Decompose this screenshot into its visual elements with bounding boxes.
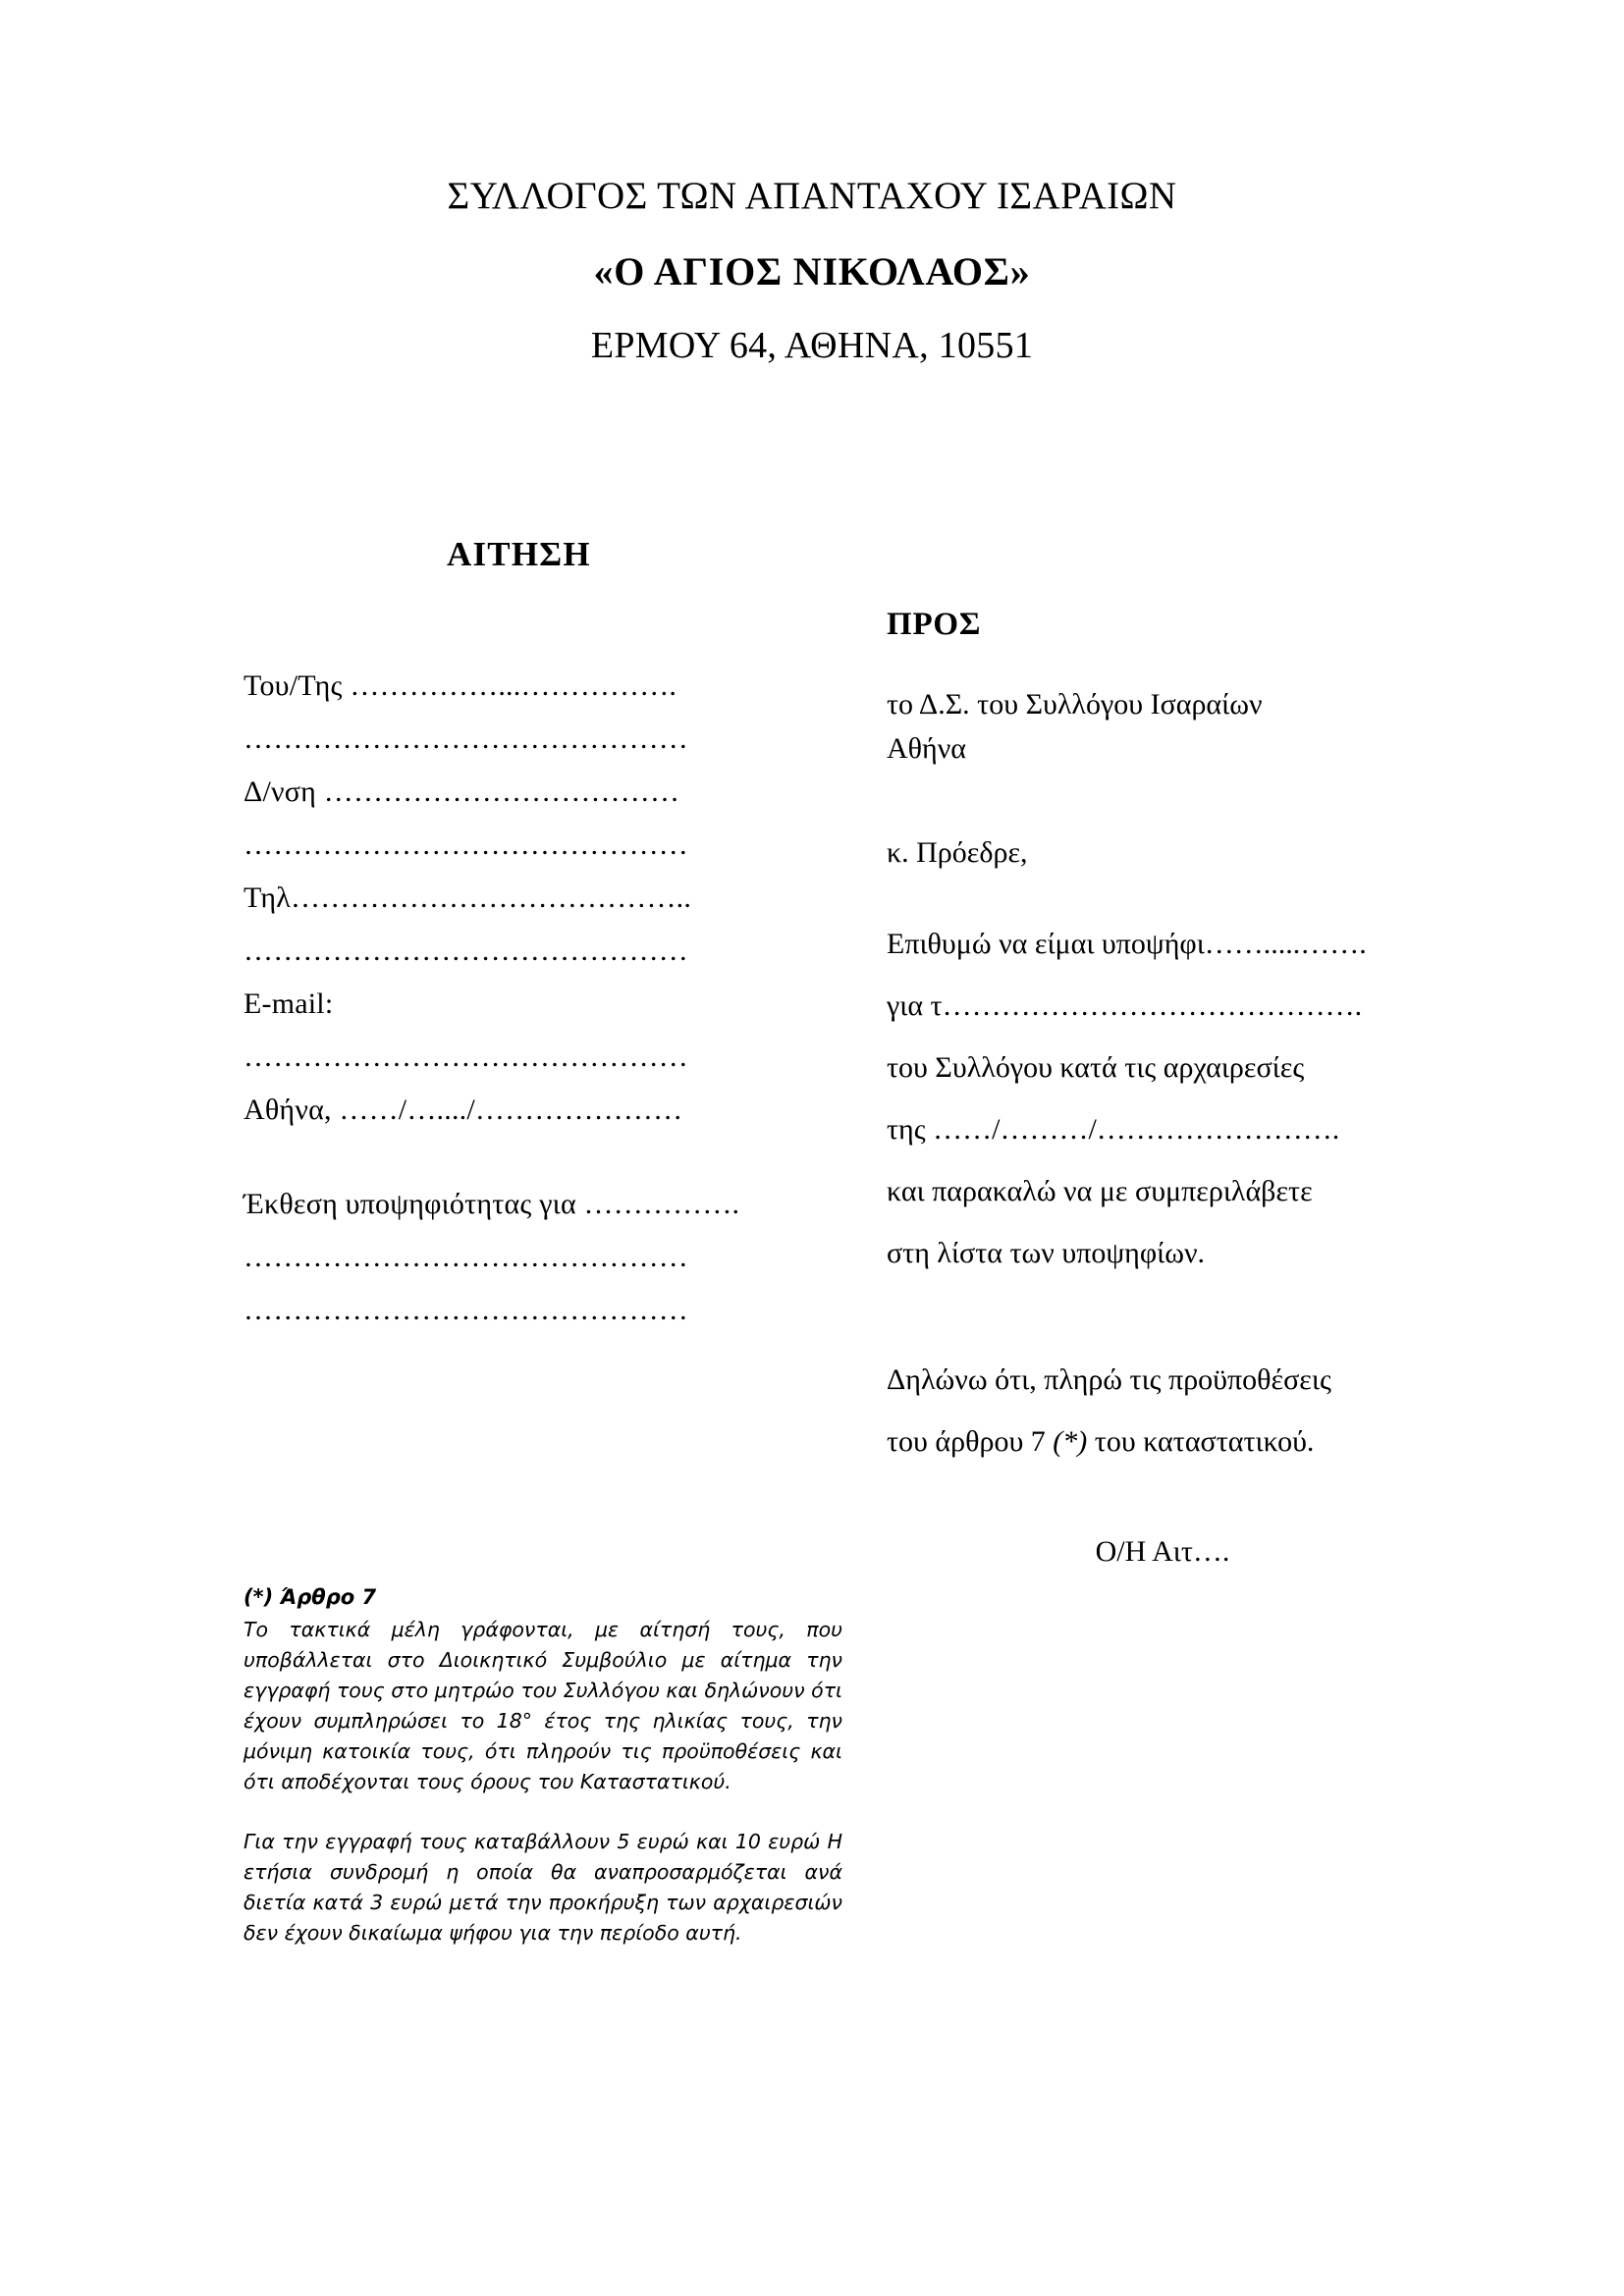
footnote-block (244, 1582, 842, 1949)
applicant-name-field[interactable]: Του/Της ……………...……………. (244, 669, 677, 702)
spacer (887, 771, 1466, 822)
organization-name: ΣΥΛΛΟΓΟΣ ΤΩΝ ΑΠΑΝΤΑΧΟΥ ΙΣΑΡΑΙΩΝ (447, 175, 1177, 217)
applicant-details-column (244, 660, 833, 1337)
footnote-paragraph-1: Το τακτικά μέλη γράφονται, με αίτησή τους, που υποβάλλεται στο Διοικητικό Συμβούλιο με αίτημα την εγγραφή τους στο μητρώο του Συλλόγου και δηλώνουν ότι έχουν συμπληρώσει το 18° έτος της ηλικίας τους, την μόνιμη κατοικία τους, ότι πληρούν τις προϋποθέσεις και ότι αποδέχονται τους όρους του Καταστατικού. (244, 1618, 842, 1793)
body-line-1[interactable]: Επιθυμώ να είμαι υποψήφι…….....……. (887, 928, 1367, 960)
spacer (887, 1472, 1466, 1537)
applicant-city-date-field[interactable]: Αθήνα, ……/…..../………………… (244, 1094, 683, 1126)
recipient-and-body-column (887, 609, 1466, 1567)
body-line-3: του Συλλόγου κατά τις αρχαιρεσίες (887, 1051, 1305, 1084)
footnote-paragraph-2: Για την εγγραφή τους καταβάλλουν 5 ευρώ και 10 ευρώ Η ετήσια συνδρομή η οποία θα αναπροσαρμόζεται ανά διετία κατά 3 ευρώ μετά την προκήρυξη των αρχαιρεσιών δεν έχουν δικαίωμα ψήφου για την περίοδο αυτή. (244, 1830, 842, 1945)
footnote-title (244, 1582, 842, 1613)
applicant-phone-continuation[interactable]: ……………………………………… (244, 934, 688, 967)
page-title: ΑΙΤΗΣΗ (447, 535, 591, 573)
declaration-line-2 (887, 1411, 1466, 1472)
body-line-6: στη λίστα των υποψηφίων. (887, 1237, 1206, 1269)
candidacy-statement-continuation-1[interactable]: ……………………………………… (244, 1241, 688, 1273)
body-line-5: και παρακαλώ να με συμπεριλάβετε (887, 1175, 1313, 1207)
footnote-marker: (*) (244, 1585, 274, 1609)
declaration-article-prefix: του άρθρου 7 (887, 1425, 1054, 1458)
applicant-email-field[interactable]: ……………………………………… (244, 1041, 688, 1073)
salutation: κ. Πρόεδρε, (887, 836, 1028, 869)
body-line-4[interactable]: της ……/………/……………………. (887, 1113, 1340, 1146)
applicant-email-label: E-mail: (244, 988, 334, 1020)
applicant-address-field[interactable]: Δ/νση ……………………………… (244, 775, 680, 808)
spacer (887, 883, 1466, 913)
organization-address: ΕΡΜΟΥ 64, ΑΘΗΝΑ, 10551 (590, 325, 1034, 366)
applicant-name-continuation[interactable]: ……………………………………… (244, 722, 688, 755)
candidacy-statement-continuation-2[interactable]: ……………………………………… (244, 1294, 688, 1326)
document-header (0, 177, 1624, 364)
applicant-phone-field[interactable]: Τηλ………………………………….. (244, 881, 692, 914)
organization-subtitle: «Ο ΑΓΙΟΣ ΝΙΚΟΛΑΟΣ» (593, 249, 1031, 294)
applicant-address-continuation[interactable]: ……………………………………… (244, 828, 688, 861)
recipient-heading: ΠΡΟΣ (887, 607, 982, 642)
spacer (887, 1284, 1466, 1349)
candidacy-statement-field[interactable]: Έκθεση υποψηφιότητας για ……………. (244, 1188, 740, 1220)
recipient-organization: το Δ.Σ. του Συλλόγου Ισαραίων (887, 688, 1263, 721)
declaration-line-1: Δηλώνω ότι, πληρώ τις προϋποθέσεις (887, 1363, 1331, 1396)
recipient-city: Αθήνα (887, 732, 967, 765)
footnote-article-label: Άρθρο 7 (280, 1585, 377, 1609)
body-line-2[interactable]: για τ……………………………………. (887, 989, 1363, 1022)
footnote-reference-marker: (*) (1053, 1425, 1088, 1458)
signature-line[interactable]: Ο/Η Αιτ…. (1095, 1535, 1230, 1568)
declaration-article-suffix: του καταστατικού. (1087, 1425, 1315, 1458)
